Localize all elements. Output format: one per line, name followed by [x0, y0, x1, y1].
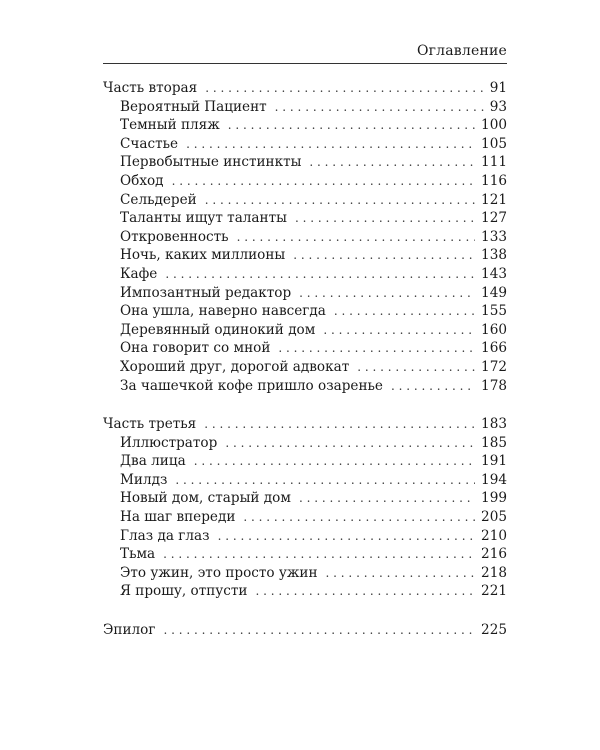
- section-gap: [103, 395, 507, 415]
- leader-dots: [309, 153, 475, 172]
- toc-entry-page: 191: [481, 453, 507, 470]
- toc-chapter[interactable]: [103, 135, 507, 154]
- toc-entry-page: 138: [481, 247, 507, 264]
- toc-entry-page: 218: [481, 564, 507, 581]
- toc-entry-page: 166: [481, 340, 507, 357]
- toc-entry-page: 216: [481, 546, 507, 563]
- toc-entry-page: 111: [481, 154, 507, 171]
- toc-chapter[interactable]: [103, 172, 507, 191]
- toc-entry-page: 160: [481, 321, 507, 338]
- toc-chapter[interactable]: [103, 246, 507, 265]
- toc-entry-title: За чашечкой кофе пришло озаренье: [120, 377, 383, 394]
- toc-entry-page: 178: [481, 377, 507, 394]
- toc-part-two[interactable]: [103, 79, 507, 98]
- toc-entry-title: Она ушла, наверно навсегда: [120, 303, 326, 320]
- leader-dots: [228, 116, 475, 135]
- toc-chapter[interactable]: [103, 265, 507, 284]
- toc-entry-title: Деревянный одинокий дом: [120, 321, 316, 338]
- toc-chapter[interactable]: [103, 582, 507, 601]
- toc-entry-title: Темный пляж: [120, 117, 220, 134]
- toc-entry-title: Два лица: [120, 453, 186, 470]
- leader-dots: [225, 434, 475, 453]
- toc-chapter[interactable]: [103, 191, 507, 210]
- toc-chapter[interactable]: [103, 358, 507, 377]
- leader-dots: [205, 191, 475, 210]
- leader-dots: [299, 489, 475, 508]
- table-of-contents: [103, 79, 507, 640]
- toc-entry-title: Новый дом, старый дом: [120, 490, 291, 507]
- toc-entry-title: Импозантный редактор: [120, 284, 292, 301]
- toc-chapter[interactable]: [103, 98, 507, 117]
- toc-entry-title: На шаг впереди: [120, 509, 236, 526]
- toc-chapter[interactable]: [103, 339, 507, 358]
- toc-entry-page: 210: [481, 527, 507, 544]
- toc-chapter[interactable]: [103, 228, 507, 247]
- leader-dots: [175, 471, 475, 490]
- toc-entry-page: 221: [481, 583, 507, 600]
- leader-dots: [391, 377, 475, 396]
- toc-entry-title: Кафе: [120, 265, 158, 282]
- toc-chapter[interactable]: [103, 434, 507, 453]
- toc-chapter[interactable]: [103, 209, 507, 228]
- toc-entry-page: 194: [481, 471, 507, 488]
- leader-dots: [326, 564, 476, 583]
- toc-entry-page: 143: [481, 265, 507, 282]
- leader-dots: [293, 246, 475, 265]
- toc-entry-page: 116: [481, 172, 507, 189]
- toc-entry-page: 225: [481, 622, 507, 639]
- toc-entry-title: Обход: [120, 172, 164, 189]
- toc-entry-title: Ночь, каких миллионы: [120, 247, 286, 264]
- toc-entry-page: 185: [481, 434, 507, 451]
- leader-dots: [165, 265, 475, 284]
- toc-chapter[interactable]: [103, 471, 507, 490]
- leader-dots: [172, 172, 475, 191]
- toc-entry-title: Глаз да глаз: [120, 527, 210, 544]
- toc-entry-page: 127: [481, 210, 507, 227]
- toc-chapter[interactable]: [103, 153, 507, 172]
- toc-entry-title: Сельдерей: [120, 191, 197, 208]
- toc-entry-title: Эпилог: [103, 622, 156, 639]
- toc-chapter[interactable]: [103, 489, 507, 508]
- leader-dots: [243, 508, 475, 527]
- leader-dots: [299, 284, 475, 303]
- toc-chapter[interactable]: [103, 302, 507, 321]
- toc-chapter[interactable]: [103, 545, 507, 564]
- toc-entry-title: Я прошу, отпусти: [120, 583, 248, 600]
- leader-dots: [255, 582, 475, 601]
- leader-dots: [218, 527, 475, 546]
- toc-entry-page: 105: [481, 135, 507, 152]
- leader-dots: [163, 545, 475, 564]
- toc-entry-title: Первобытные инстинкты: [120, 154, 302, 171]
- toc-entry-page: 93: [489, 98, 507, 115]
- toc-entry-title: Часть третья: [103, 416, 197, 433]
- toc-chapter[interactable]: [103, 377, 507, 396]
- leader-dots: [194, 452, 475, 471]
- toc-entry-title: Она говорит со мной: [120, 340, 271, 357]
- toc-entry-title: Вероятный Пациент: [120, 98, 267, 115]
- toc-entry-page: 155: [481, 303, 507, 320]
- toc-epilogue[interactable]: [103, 621, 507, 640]
- leader-dots: [334, 302, 475, 321]
- leader-dots: [278, 339, 475, 358]
- toc-entry-title: Тьма: [120, 546, 156, 563]
- toc-chapter[interactable]: [103, 284, 507, 303]
- section-gap: [103, 601, 507, 621]
- leader-dots: [295, 209, 475, 228]
- leader-dots: [237, 228, 475, 247]
- leader-dots: [163, 621, 475, 640]
- toc-entry-title: Милдз: [120, 471, 168, 488]
- toc-chapter[interactable]: [103, 452, 507, 471]
- toc-entry-page: 121: [481, 191, 507, 208]
- toc-chapter[interactable]: [103, 508, 507, 527]
- toc-entry-title: Хороший друг, дорогой адвокат: [120, 358, 350, 375]
- leader-dots: [357, 358, 475, 377]
- leader-dots: [186, 135, 475, 154]
- leader-dots: [275, 98, 484, 117]
- toc-entry-page: 172: [481, 358, 507, 375]
- toc-entry-title: Счастье: [120, 135, 179, 152]
- toc-entry-page: 100: [481, 117, 507, 134]
- toc-entry-title: Это ужин, это просто ужин: [120, 564, 318, 581]
- toc-entry-page: 205: [481, 509, 507, 526]
- leader-dots: [323, 321, 475, 340]
- toc-chapter[interactable]: [103, 321, 507, 340]
- toc-chapter[interactable]: [103, 116, 507, 135]
- toc-part-three[interactable]: [103, 415, 507, 434]
- toc-entry-page: 91: [489, 80, 507, 96]
- toc-entry-title: Откровенность: [120, 228, 229, 245]
- leader-dots: [204, 415, 475, 434]
- toc-entry-page: 199: [481, 490, 507, 507]
- header-rule: [103, 63, 507, 64]
- toc-entry-title: Иллюстратор: [120, 434, 218, 451]
- toc-entry-page: 149: [481, 284, 507, 301]
- toc-entry-page: 183: [481, 416, 507, 433]
- toc-entry-title: Часть вторая: [103, 80, 198, 96]
- toc-chapter[interactable]: [103, 564, 507, 583]
- leader-dots: [205, 79, 483, 98]
- running-head: Оглавление: [416, 43, 507, 59]
- toc-entry-title: Таланты ищут таланты: [120, 210, 287, 227]
- toc-chapter[interactable]: [103, 527, 507, 546]
- toc-entry-page: 133: [481, 228, 507, 245]
